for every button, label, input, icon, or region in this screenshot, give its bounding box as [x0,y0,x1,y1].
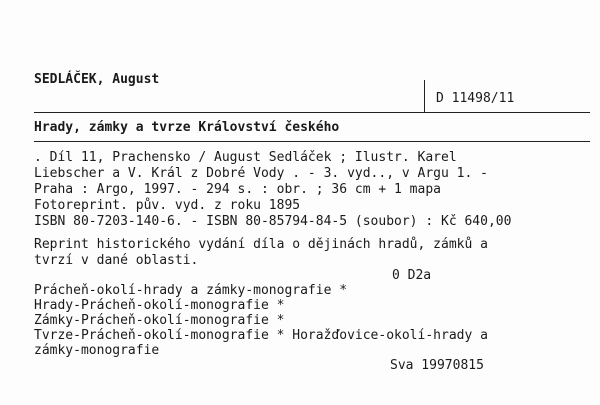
subject-line: zámky-monografie [34,343,160,358]
subject-line: Hrady-Prácheň-okolí-monografie * [34,298,285,313]
description-line: Praha : Argo, 1997. - 294 s. : obr. ; 36 cm + 1 mapa [34,182,441,197]
isbn-line: ISBN 80-7203-140-6. - ISBN 80-85794-84-5 (soubor) : Kč 640,00 [34,214,512,229]
subject-line: Tvrze-Prácheň-okolí-monografie * Horažďovice-okolí-hrady a [34,328,488,343]
description-line: . Díl 11, Prachensko / August Sedláček ; Ilustr. Karel [34,150,457,165]
call-number: D 11498/11 [436,91,515,106]
header-rule [34,112,590,113]
note-line: tvrzí v dané oblasti. [34,253,199,268]
title-rule [34,141,590,142]
title: Hrady, zámky a tvrze Království českého [34,120,340,135]
call-number-divider [424,80,425,113]
subject-line: Prácheň-okolí-hrady a zámky-monografie * [34,283,348,298]
subject-line: Zámky-Prácheň-okolí-monografie * [34,313,285,328]
description-line: Fotoreprint. pův. vyd. z roku 1895 [34,198,301,213]
author-heading: SEDLÁČEK, August [34,72,160,87]
classification-code: 0 D2a [392,268,432,283]
accession-stamp: Sva 19970815 [390,358,484,373]
description-line: Liebscher a V. Král z Dobré Vody . - 3. vyd.., v Argu 1. - [34,166,488,181]
note-line: Reprint historického vydání díla o dějinách hradů, zámků a [34,237,488,252]
